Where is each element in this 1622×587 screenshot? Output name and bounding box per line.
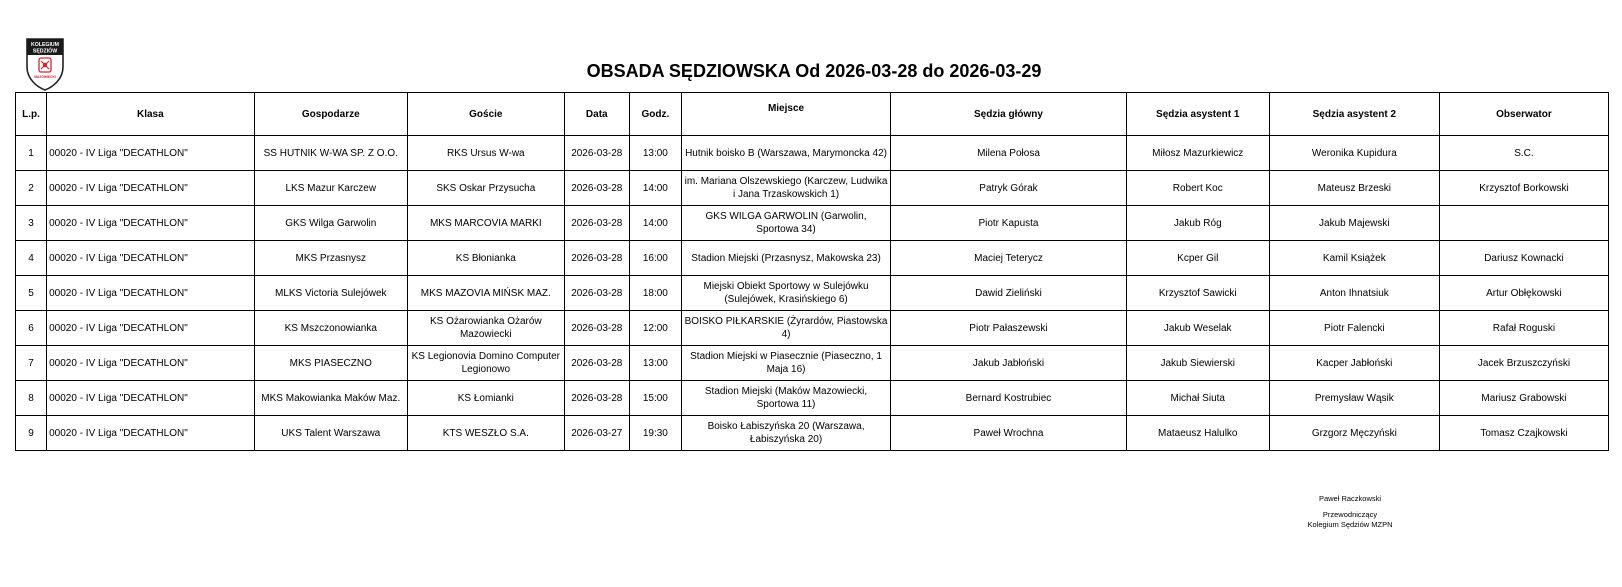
- cell-sedzia-glowny: Maciej Teterycz: [891, 241, 1126, 276]
- cell-sedzia-glowny: Bernard Kostrubiec: [891, 381, 1126, 416]
- cell-data: 2026-03-28: [564, 136, 629, 171]
- cell-gospodarze: SS HUTNIK W-WA SP. Z O.O.: [254, 136, 407, 171]
- cell-gospodarze: MKS Przasnysz: [254, 241, 407, 276]
- cell-lp: 3: [16, 206, 47, 241]
- cell-asystent1: Miłosz Mazurkiewicz: [1126, 136, 1269, 171]
- cell-lp: 2: [16, 171, 47, 206]
- logo-line1: KOLEGIUM: [31, 42, 59, 48]
- cell-miejsce: Stadion Miejski (Przasnysz, Makowska 23): [681, 241, 890, 276]
- cell-lp: 9: [16, 416, 47, 451]
- cell-asystent2: Kacper Jabłoński: [1269, 346, 1439, 381]
- cell-lp: 1: [16, 136, 47, 171]
- header-gospodarze: Gospodarze: [254, 93, 407, 136]
- cell-data: 2026-03-28: [564, 276, 629, 311]
- cell-miejsce: Miejski Obiekt Sportowy w Sulejówku (Sulejówek, Krasińskiego 6): [681, 276, 890, 311]
- cell-asystent1: Krzysztof Sawicki: [1126, 276, 1269, 311]
- cell-miejsce: im. Mariana Olszewskiego (Karczew, Ludwika i Jana Trzaskowskich 1): [681, 171, 890, 206]
- table-row: [16, 381, 1609, 416]
- cell-godz: 18:00: [629, 276, 681, 311]
- cell-obserwator: Jacek Brzuszczyński: [1439, 346, 1608, 381]
- cell-data: 2026-03-28: [564, 311, 629, 346]
- table-row: [16, 346, 1609, 381]
- cell-data: 2026-03-28: [564, 206, 629, 241]
- signature-org: Kolegium Sędziów MZPN: [1307, 520, 1393, 529]
- cell-miejsce: Stadion Miejski w Piasecznie (Piaseczno, 1 Maja 16): [681, 346, 890, 381]
- logo-line3: MAZOWIECKI: [34, 75, 56, 79]
- table-row: [16, 311, 1609, 346]
- cell-obserwator: Artur Obłękowski: [1439, 276, 1608, 311]
- cell-goscie: KS Błonianka: [408, 241, 565, 276]
- header-miejsce: Miejsce: [681, 93, 890, 136]
- cell-data: 2026-03-27: [564, 416, 629, 451]
- table-row: [16, 171, 1609, 206]
- cell-asystent1: Robert Koc: [1126, 171, 1269, 206]
- cell-goscie: MKS MARCOVIA MARKI: [408, 206, 565, 241]
- cell-sedzia-glowny: Piotr Kapusta: [891, 206, 1126, 241]
- table-row: [16, 276, 1609, 311]
- cell-asystent2: Weronika Kupidura: [1269, 136, 1439, 171]
- cell-klasa: 00020 - IV Liga "DECATHLON": [47, 311, 254, 346]
- signature-block: [1290, 494, 1410, 530]
- cell-gospodarze: LKS Mazur Karczew: [254, 171, 407, 206]
- cell-klasa: 00020 - IV Liga "DECATHLON": [47, 381, 254, 416]
- cell-miejsce: BOISKO PIŁKARSKIE (Żyrardów, Piastowska 4): [681, 311, 890, 346]
- cell-asystent2: Anton Ihnatsiuk: [1269, 276, 1439, 311]
- cell-godz: 14:00: [629, 171, 681, 206]
- cell-data: 2026-03-28: [564, 171, 629, 206]
- cell-gospodarze: MKS PIASECZNO: [254, 346, 407, 381]
- cell-godz: 12:00: [629, 311, 681, 346]
- cell-obserwator: [1439, 206, 1608, 241]
- cell-godz: 15:00: [629, 381, 681, 416]
- cell-goscie: KTS WESZŁO S.A.: [408, 416, 565, 451]
- table-row: [16, 241, 1609, 276]
- cell-lp: 6: [16, 311, 47, 346]
- cell-sedzia-glowny: Dawid Zieliński: [891, 276, 1126, 311]
- header-data: Data: [564, 93, 629, 136]
- header-goscie: Goście: [408, 93, 565, 136]
- cell-lp: 5: [16, 276, 47, 311]
- cell-asystent1: Mataeusz Halulko: [1126, 416, 1269, 451]
- cell-goscie: KS Łomianki: [408, 381, 565, 416]
- cell-klasa: 00020 - IV Liga "DECATHLON": [47, 346, 254, 381]
- header-asystent1: Sędzia asystent 1: [1126, 93, 1269, 136]
- table-row: [16, 136, 1609, 171]
- cell-sedzia-glowny: Jakub Jabłoński: [891, 346, 1126, 381]
- cell-asystent2: Mateusz Brzeski: [1269, 171, 1439, 206]
- header-lp: L.p.: [16, 93, 47, 136]
- cell-sedzia-glowny: Patryk Górak: [891, 171, 1126, 206]
- cell-goscie: KS Ożarowianka Ożarów Mazowiecki: [408, 311, 565, 346]
- cell-asystent1: Jakub Weselak: [1126, 311, 1269, 346]
- cell-asystent2: Piotr Falencki: [1269, 311, 1439, 346]
- cell-klasa: 00020 - IV Liga "DECATHLON": [47, 206, 254, 241]
- cell-goscie: MKS MAZOVIA MIŃSK MAZ.: [408, 276, 565, 311]
- cell-goscie: RKS Ursus W-wa: [408, 136, 565, 171]
- cell-asystent1: Kcper Gil: [1126, 241, 1269, 276]
- cell-klasa: 00020 - IV Liga "DECATHLON": [47, 171, 254, 206]
- cell-obserwator: Rafał Roguski: [1439, 311, 1608, 346]
- cell-goscie: KS Legionovia Domino Computer Legionowo: [408, 346, 565, 381]
- table-row: [16, 416, 1609, 451]
- header-obserwator: Obserwator: [1439, 93, 1608, 136]
- header-sedzia-glowny: Sędzia główny: [891, 93, 1126, 136]
- cell-gospodarze: UKS Talent Warszawa: [254, 416, 407, 451]
- cell-data: 2026-03-28: [564, 346, 629, 381]
- signature-name: Paweł Raczkowski: [1318, 494, 1382, 503]
- signature-role: Przewodniczący: [1322, 510, 1378, 519]
- cell-asystent2: Premysław Wąsik: [1269, 381, 1439, 416]
- cell-sedzia-glowny: Piotr Pałaszewski: [891, 311, 1126, 346]
- table-header-row: [16, 93, 1609, 136]
- cell-obserwator: Tomasz Czajkowski: [1439, 416, 1608, 451]
- cell-asystent1: Jakub Róg: [1126, 206, 1269, 241]
- cell-lp: 8: [16, 381, 47, 416]
- cell-gospodarze: GKS Wilga Garwolin: [254, 206, 407, 241]
- cell-lp: 7: [16, 346, 47, 381]
- cell-asystent2: Kamil Książek: [1269, 241, 1439, 276]
- cell-obserwator: Dariusz Kownacki: [1439, 241, 1608, 276]
- cell-godz: 19:30: [629, 416, 681, 451]
- table-row: [16, 206, 1609, 241]
- cell-asystent1: Michał Siuta: [1126, 381, 1269, 416]
- cell-data: 2026-03-28: [564, 241, 629, 276]
- cell-sedzia-glowny: Milena Połosa: [891, 136, 1126, 171]
- document-title: OBSADA SĘDZIOWSKA Od 2026-03-28 do 2026-03-29: [586, 61, 1042, 81]
- header-klasa: Klasa: [47, 93, 254, 136]
- cell-asystent1: Jakub Siewierski: [1126, 346, 1269, 381]
- cell-gospodarze: MKS Makowianka Maków Maz.: [254, 381, 407, 416]
- cell-miejsce: Hutnik boisko B (Warszawa, Marymoncka 42): [681, 136, 890, 171]
- cell-gospodarze: KS Mszczonowianka: [254, 311, 407, 346]
- referee-assignment-table: [15, 92, 1609, 451]
- cell-klasa: 00020 - IV Liga "DECATHLON": [47, 241, 254, 276]
- cell-asystent2: Jakub Majewski: [1269, 206, 1439, 241]
- cell-obserwator: Krzysztof Borkowski: [1439, 171, 1608, 206]
- cell-miejsce: GKS WILGA GARWOLIN (Garwolin, Sportowa 34): [681, 206, 890, 241]
- header-asystent2: Sędzia asystent 2: [1269, 93, 1439, 136]
- cell-obserwator: Mariusz Grabowski: [1439, 381, 1608, 416]
- cell-obserwator: S.C.: [1439, 136, 1608, 171]
- cell-gospodarze: MLKS Victoria Sulejówek: [254, 276, 407, 311]
- cell-godz: 16:00: [629, 241, 681, 276]
- cell-miejsce: Stadion Miejski (Maków Mazowiecki, Sportowa 11): [681, 381, 890, 416]
- cell-godz: 13:00: [629, 136, 681, 171]
- logo-line2: SĘDZIÓW: [32, 48, 58, 55]
- cell-miejsce: Boisko Łabiszyńska 20 (Warszawa, Łabiszyńska 20): [681, 416, 890, 451]
- cell-data: 2026-03-28: [564, 381, 629, 416]
- header-godz: Godz.: [629, 93, 681, 136]
- cell-klasa: 00020 - IV Liga "DECATHLON": [47, 136, 254, 171]
- cell-klasa: 00020 - IV Liga "DECATHLON": [47, 276, 254, 311]
- cell-sedzia-glowny: Paweł Wrochna: [891, 416, 1126, 451]
- cell-godz: 14:00: [629, 206, 681, 241]
- cell-goscie: SKS Oskar Przysucha: [408, 171, 565, 206]
- cell-asystent2: Grzgorz Męczyński: [1269, 416, 1439, 451]
- cell-klasa: 00020 - IV Liga "DECATHLON": [47, 416, 254, 451]
- cell-godz: 13:00: [629, 346, 681, 381]
- cell-lp: 4: [16, 241, 47, 276]
